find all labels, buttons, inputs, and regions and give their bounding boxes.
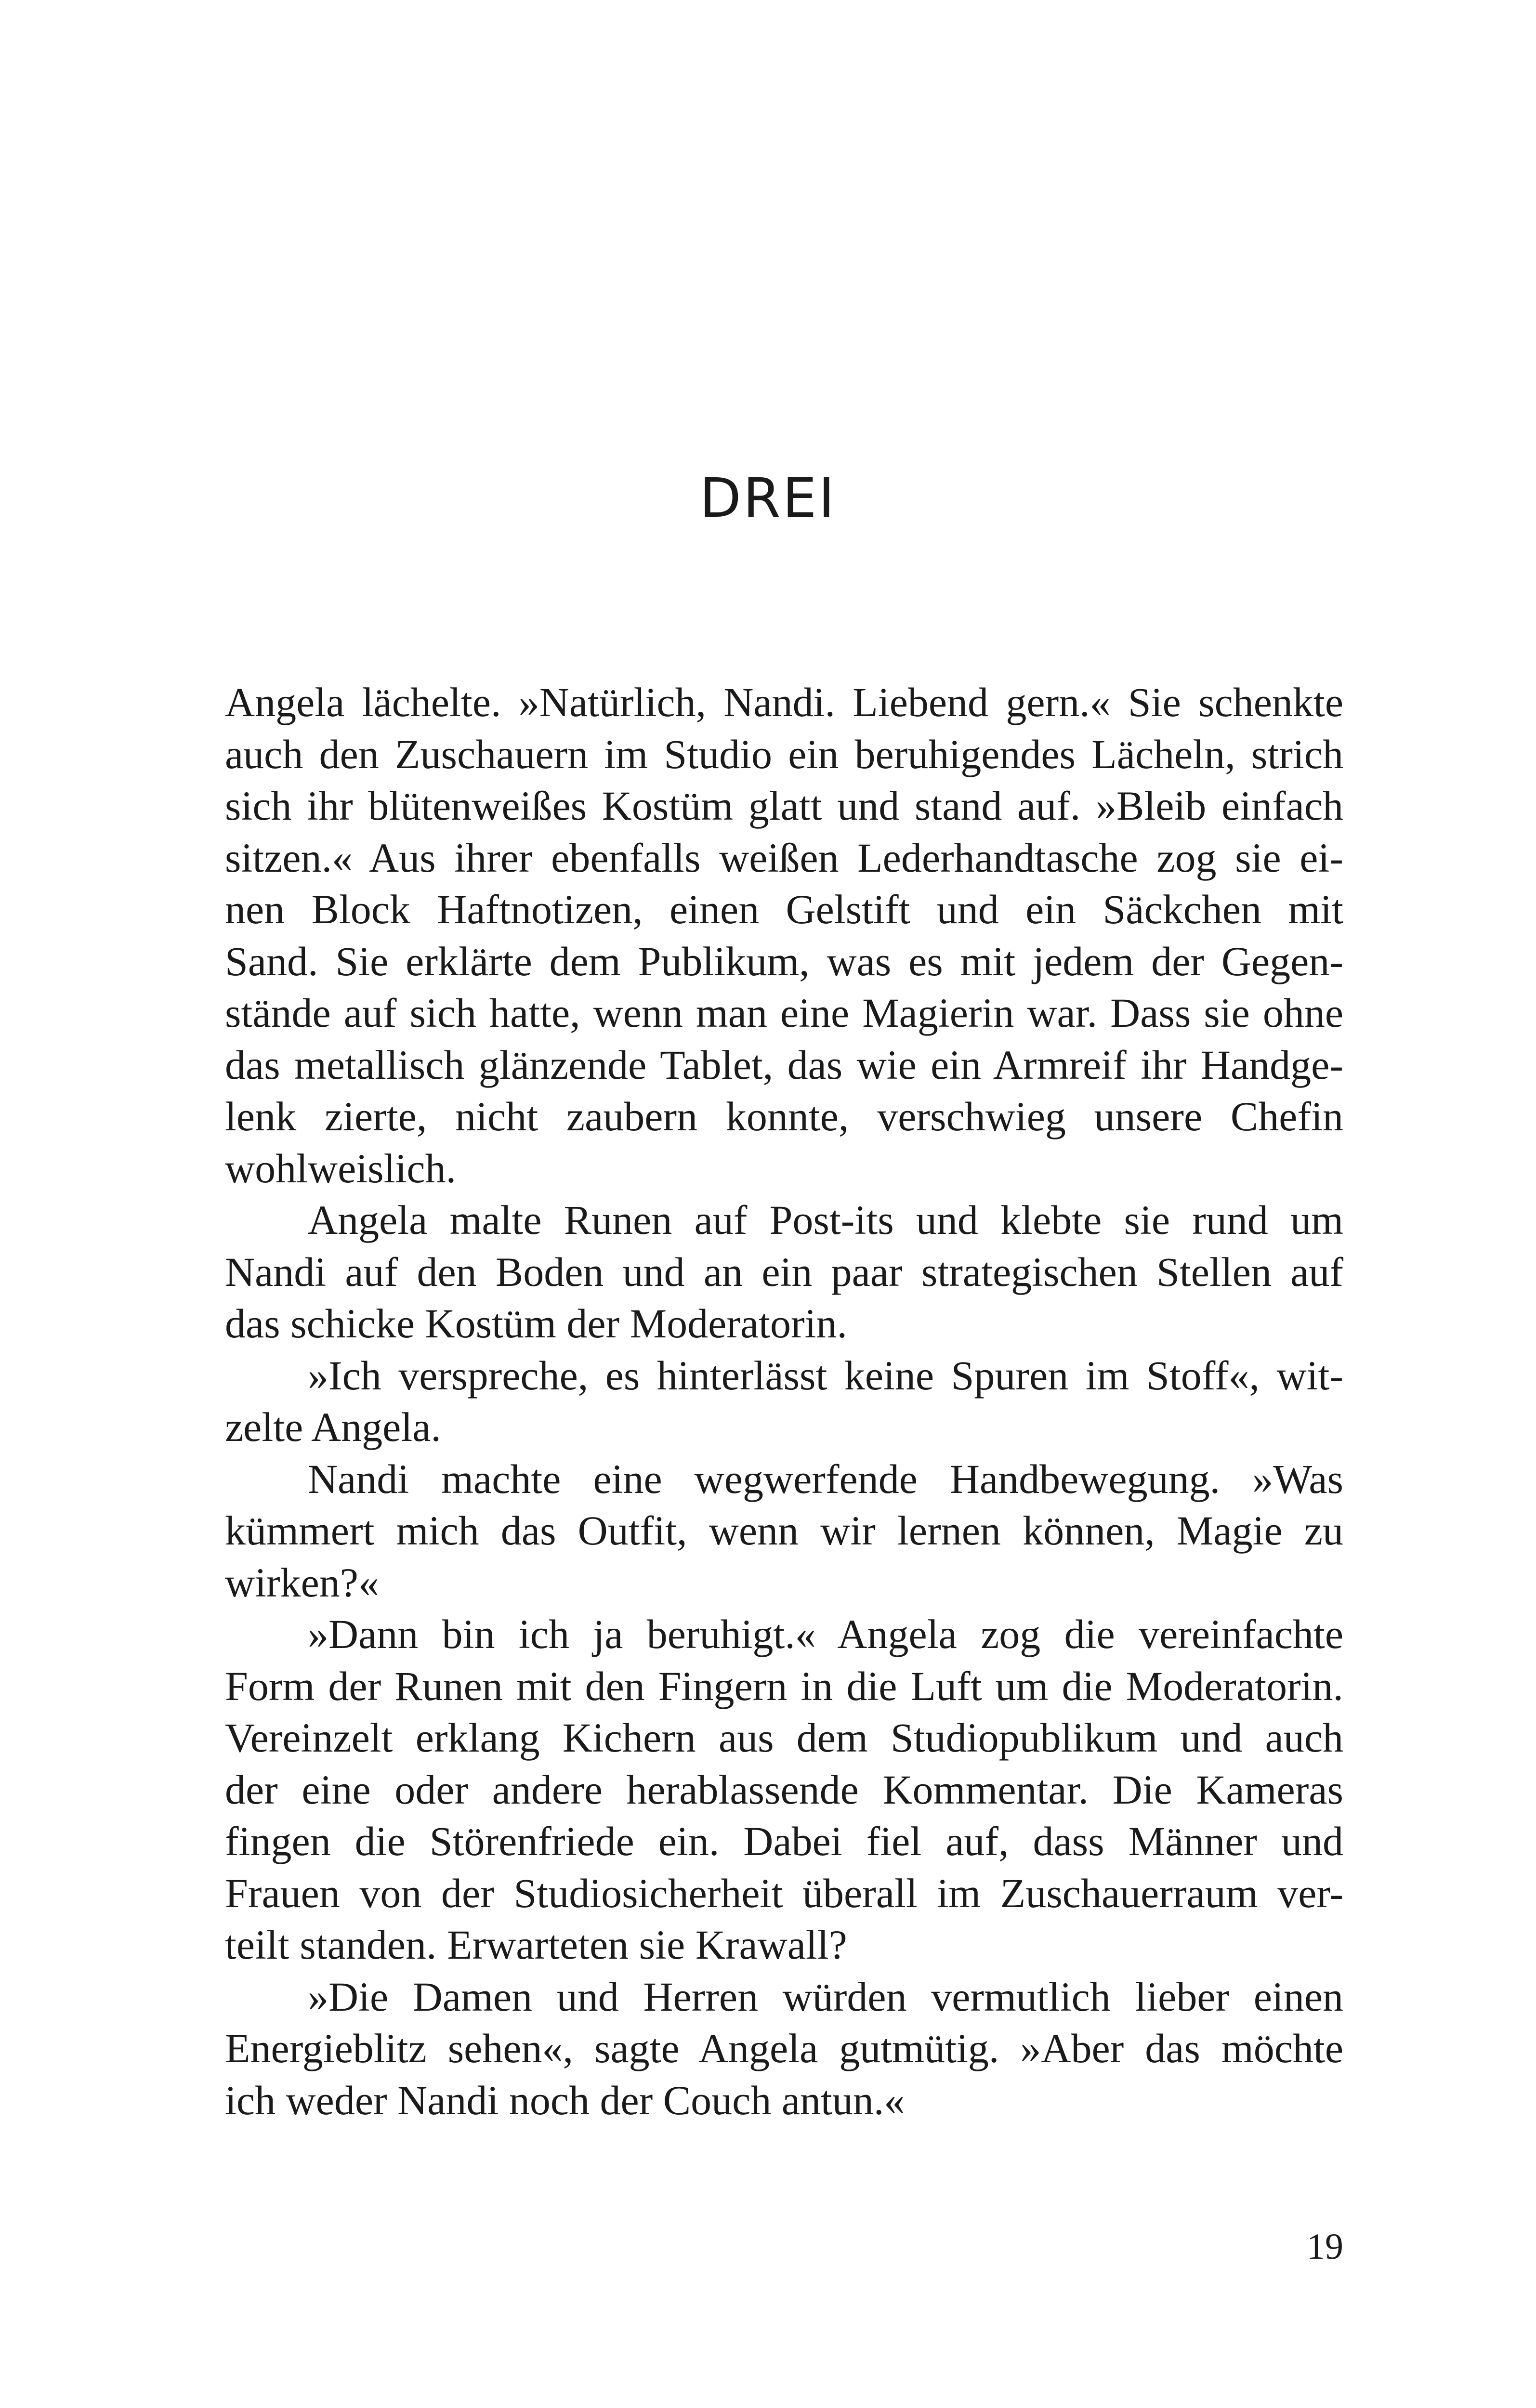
text-line: Energieblitz sehen«, sagte Angela gutmütig. »Aber das möchte <box>225 2025 1343 2071</box>
text-line: lenk zierte, nicht zaubern konnte, verschwieg unsere Chefin <box>225 1093 1343 1139</box>
text-line: Angela malte Runen auf Post-its und klebte sie rund um <box>308 1197 1343 1243</box>
text-line: ich weder Nandi noch der Couch antun.« <box>225 2077 905 2123</box>
paragraph <box>225 1609 1343 1971</box>
text-line: Sand. Sie erklärte dem Publikum, was es mit jedem der Gegen- <box>225 938 1343 984</box>
text-line: Frauen von der Studiosicherheit überall im Zuschauerraum ver- <box>225 1870 1343 1916</box>
page-number: 19 <box>1307 2226 1343 2267</box>
text-line: sich ihr blütenweißes Kostüm glatt und stand auf. »Bleib einfach <box>225 783 1343 829</box>
paragraph <box>225 677 1343 1194</box>
text-line: »Ich verspreche, es hinterlässt keine Spuren im Stoff«, wit- <box>308 1352 1343 1399</box>
paragraph <box>225 1350 1343 1453</box>
text-line: kümmert mich das Outfit, wenn wir lernen können, Magie zu <box>225 1507 1343 1554</box>
paragraph <box>225 1194 1343 1350</box>
text-line: Nandi machte eine wegwerfende Handbewegung. »Was <box>308 1455 1343 1502</box>
text-line: teilt standen. Erwarteten sie Krawall? <box>225 1922 847 1968</box>
text-line: Form der Runen mit den Fingern in die Luft um die Moderatorin. <box>225 1662 1343 1709</box>
text-line: sitzen.« Aus ihrer ebenfalls weißen Lederhandtasche zog sie ei- <box>225 834 1343 881</box>
text-line: »Dann bin ich ja beruhigt.« Angela zog die vereinfachte <box>308 1611 1343 1657</box>
text-line: das schicke Kostüm der Moderatorin. <box>225 1300 848 1347</box>
text-line: fingen die Störenfriede ein. Dabei fiel auf, dass Männer und <box>225 1818 1343 1864</box>
text-line: Angela lächelte. »Natürlich, Nandi. Liebend gern.« Sie schenkte <box>225 679 1343 725</box>
text-line: wirken?« <box>225 1559 379 1606</box>
text-line: das metallisch glänzende Tablet, das wie ein Armreif ihr Handge- <box>225 1041 1343 1088</box>
text-line: stände auf sich hatte, wenn man eine Magierin war. Dass sie ohne <box>225 990 1343 1036</box>
text-line: »Die Damen und Herren würden vermutlich lieber einen <box>308 1973 1343 2020</box>
body-text <box>225 677 1343 2126</box>
text-line: der eine oder andere herablassende Kommentar. Die Kameras <box>225 1766 1343 1813</box>
text-line: Vereinzelt erklang Kichern aus dem Studiopublikum und auch <box>225 1714 1343 1761</box>
text-line: Nandi auf den Boden und an ein paar strategischen Stellen auf <box>225 1248 1343 1295</box>
chapter-title: DREI <box>699 467 837 530</box>
text-line: wohlweislich. <box>225 1145 457 1191</box>
text-line: auch den Zuschauern im Studio ein beruhigendes Lächeln, strich <box>225 731 1343 777</box>
paragraph <box>225 1971 1343 2127</box>
text-line: zelte Angela. <box>225 1404 441 1450</box>
paragraph <box>225 1453 1343 1609</box>
text-line: nen Block Haftnotizen, einen Gelstift und ein Säckchen mit <box>225 886 1343 932</box>
